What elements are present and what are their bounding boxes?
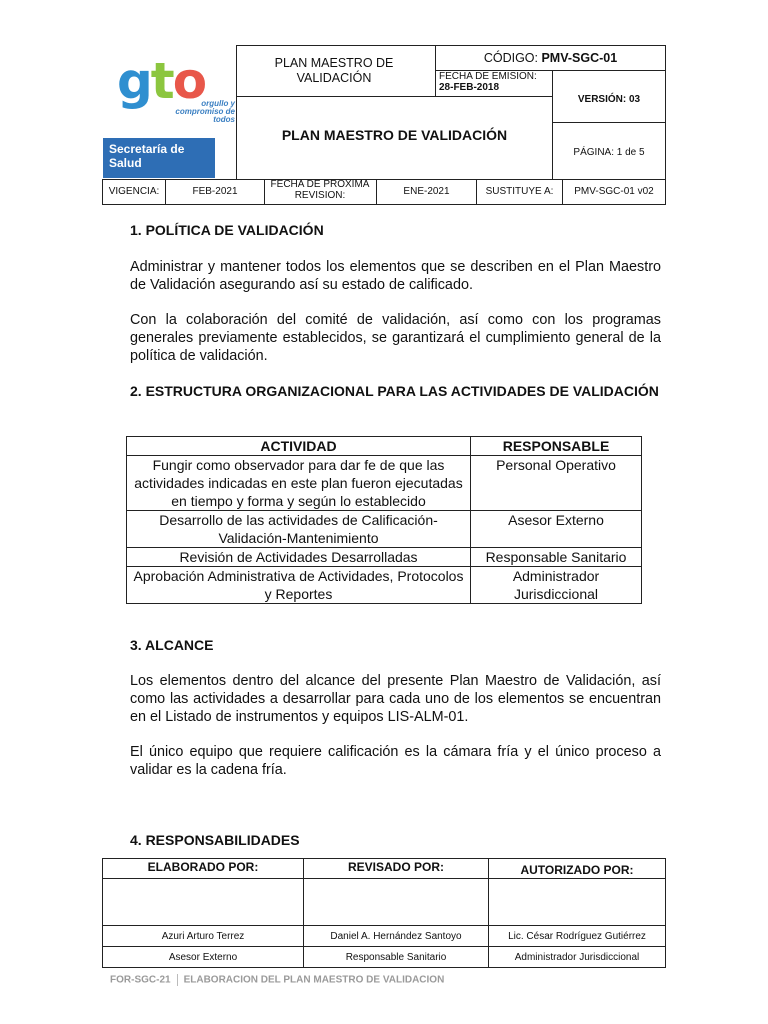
signature-cell bbox=[103, 879, 304, 926]
gto-logo bbox=[103, 46, 237, 180]
pagina-label: PÁGINA: 1 de 5 bbox=[573, 147, 645, 158]
activity-cell: Fungir como observador para dar fe de que las actividades indicadas en este plan fueron ejecutadas en tiempo y forma y según lo establecido bbox=[127, 456, 471, 511]
table-row bbox=[127, 567, 642, 604]
doc-title-main: PLAN MAESTRO DE VALIDACIÓN bbox=[281, 127, 508, 143]
responsible-cell: Personal Operativo bbox=[471, 456, 642, 511]
fecha-emision-cell bbox=[439, 71, 551, 93]
section-4-title: 4. RESPONSABILIDADES bbox=[130, 832, 300, 848]
table-row bbox=[127, 456, 642, 511]
activity-cell: Aprobación Administrativa de Actividades, Protocolos y Reportes bbox=[127, 567, 471, 604]
page-footer bbox=[110, 974, 444, 986]
version-label: VERSIÓN: 03 bbox=[577, 94, 641, 105]
revisado-header: REVISADO POR: bbox=[304, 859, 489, 879]
activity-cell: Revisión de Actividades Desarrolladas bbox=[127, 548, 471, 567]
codigo-label: CÓDIGO: bbox=[483, 51, 538, 65]
autorizado-name: Lic. César Rodríguez Gutiérrez bbox=[489, 926, 666, 947]
table-row bbox=[127, 511, 642, 548]
elaborado-role: Asesor Externo bbox=[103, 947, 304, 968]
responsible-cell: Administrador Jurisdiccional bbox=[471, 567, 642, 604]
table-row bbox=[127, 548, 642, 567]
responsabilidades-table bbox=[102, 858, 666, 968]
section-1-paragraph-1: Administrar y mantener todos los elementos que se describen en el Plan Maestro de Validación asegurando así su estado de calificado. bbox=[130, 259, 661, 293]
revisado-role: Responsable Sanitario bbox=[304, 947, 489, 968]
footer-title: ELABORACION DEL PLAN MAESTRO DE VALIDACION bbox=[183, 974, 445, 986]
codigo-cell bbox=[436, 51, 665, 65]
section-3-paragraph-2: El único equipo que requiere calificación es la cámara fría y el único proceso a validar es la cadena fría. bbox=[130, 744, 661, 778]
section-1-paragraph-2: Con la colaboración del comité de validación, así como con los programas generales previamente establecidos, se garantizará el cumplimiento general de la política de validación. bbox=[130, 312, 661, 364]
responsible-cell: Asesor Externo bbox=[471, 511, 642, 548]
doc-title-small: PLAN MAESTRO DE VALIDACIÓN bbox=[274, 56, 394, 85]
roles-row bbox=[103, 947, 666, 968]
gto-logo-text: gto bbox=[117, 52, 206, 110]
sustituye-label: SUSTITUYE A: bbox=[485, 186, 554, 197]
resp-table-header bbox=[103, 859, 666, 879]
autorizado-header: AUTORIZADO POR: bbox=[489, 859, 666, 879]
signature-row bbox=[103, 879, 666, 926]
revisado-name: Daniel A. Hernández Santoyo bbox=[304, 926, 489, 947]
activity-cell: Desarrollo de las actividades de Calificación-Validación-Mantenimiento bbox=[127, 511, 471, 548]
section-3-paragraph-1: Los elementos dentro del alcance del presente Plan Maestro de Validación, así como las actividades a desarrollar para cada uno de los elementos se encuentran en el Listado de instrumentos y equipos LIS-ALM-01. bbox=[130, 673, 661, 725]
activity-table bbox=[126, 436, 642, 604]
elaborado-header: ELABORADO POR: bbox=[103, 859, 304, 879]
responsible-header: RESPONSABLE bbox=[471, 437, 642, 456]
signature-cell bbox=[489, 879, 666, 926]
footer-separator bbox=[177, 974, 178, 986]
signature-cell bbox=[304, 879, 489, 926]
activity-header: ACTIVIDAD bbox=[127, 437, 471, 456]
section-1-title: 1. POLÍTICA DE VALIDACIÓN bbox=[130, 222, 324, 238]
section-2-title: 2. ESTRUCTURA ORGANIZACIONAL PARA LAS ACTIVIDADES DE VALIDACIÓN bbox=[130, 383, 659, 399]
proxima-revision-label: FECHA DE PROXIMA REVISION: bbox=[270, 179, 370, 201]
sustituye-value: PMV-SGC-01 v02 bbox=[574, 186, 654, 197]
elaborado-name: Azuri Arturo Terrez bbox=[103, 926, 304, 947]
vigencia-label: VIGENCIA: bbox=[108, 186, 160, 197]
proxima-revision-value: ENE-2021 bbox=[403, 186, 450, 197]
department-name: Secretaría de Salud bbox=[103, 138, 215, 178]
footer-code: FOR-SGC-21 bbox=[110, 974, 171, 986]
names-row bbox=[103, 926, 666, 947]
codigo-value: PMV-SGC-01 bbox=[541, 51, 618, 65]
autorizado-role: Administrador Jurisdiccional bbox=[489, 947, 666, 968]
fecha-emision-label: FECHA DE EMISION: bbox=[439, 71, 537, 82]
vigencia-value: FEB-2021 bbox=[192, 186, 238, 197]
fecha-emision-value: 28-FEB-2018 bbox=[439, 82, 500, 93]
logo-tagline: orgullo y compromiso de todos bbox=[175, 99, 235, 124]
responsible-cell: Responsable Sanitario bbox=[471, 548, 642, 567]
section-3-title: 3. ALCANCE bbox=[130, 637, 214, 653]
activity-table-header bbox=[127, 437, 642, 456]
